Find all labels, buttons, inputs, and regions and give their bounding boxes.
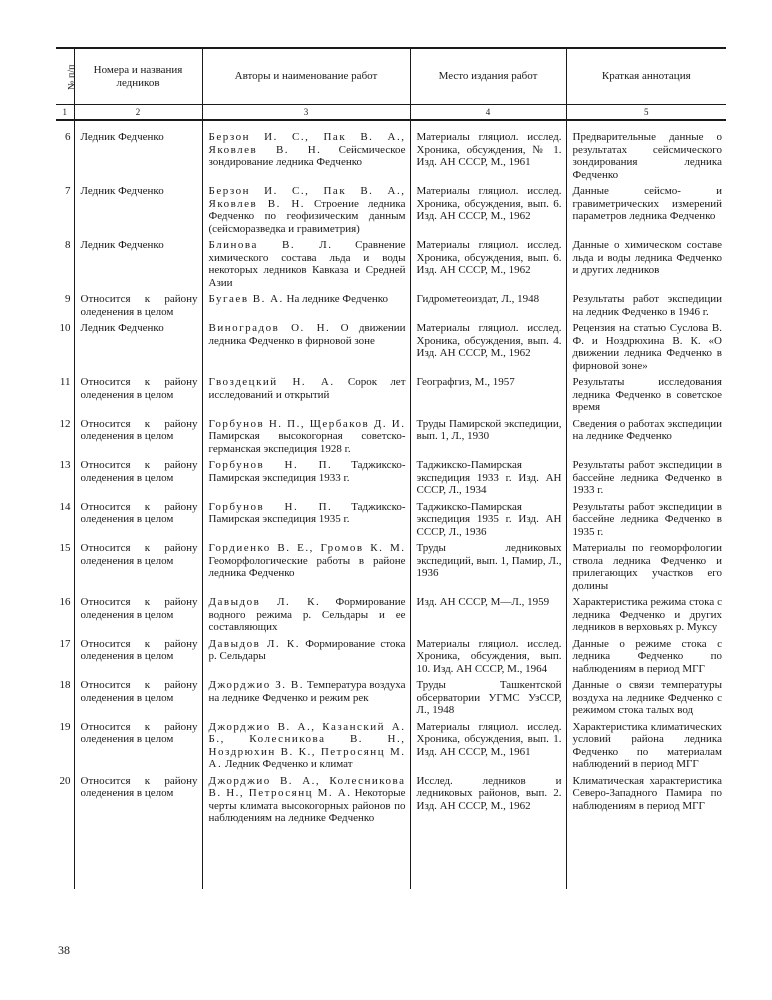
annotation: Сведения о работах экспедиции на леднике Федченко [566, 418, 726, 460]
column-number: 1 [56, 105, 74, 121]
row-number: 6 [65, 131, 71, 143]
work-title: О движении ледника Федченко в фирновой зоне [208, 322, 406, 347]
table-body [56, 120, 726, 889]
row-number: 10 [59, 322, 71, 334]
annotation: Данные о режиме стока с ледника Федченко по наблюдениям в период МГГ [566, 638, 726, 680]
glacier-name: Относится к району оледенения в целом [74, 775, 202, 889]
table-row [56, 501, 726, 543]
publication-place: Материалы гляциол. исслед. Хроника, обсуждения, № 1. Изд. АН СССР, М., 1961 [410, 131, 566, 185]
glacier-name: Относится к району оледенения в целом [74, 501, 202, 543]
table-row [56, 185, 726, 239]
publication-place: Исслед. ледников и ледниковых районов, вып. 2. Изд. АН СССР, М., 1962 [410, 775, 566, 889]
work-title: На леднике Федченко [286, 293, 389, 305]
authors-and-work [202, 322, 410, 376]
authors-and-work [202, 501, 410, 543]
publication-place: Таджикско-Памирская экспедиция 1935 г. Изд. АН СССР, Л., 1936 [410, 501, 566, 543]
authors-and-work [202, 721, 410, 775]
row-number: 18 [59, 679, 71, 691]
publication-place: Таджикско-Памирская экспедиция 1933 г. Изд. АН СССР, Л., 1934 [410, 459, 566, 501]
publication-place: Материалы гляциол. исслед. Хроника, обсуждения, вып. 10. Изд. АН СССР, М., 1964 [410, 638, 566, 680]
table-row [56, 131, 726, 185]
row-number: 14 [59, 500, 71, 513]
authors: Виноградов О. Н. [208, 322, 331, 334]
glacier-name: Относится к району оледенения в целом [74, 638, 202, 680]
publication-place: Труды Ташкентской обсерватории УГМС УзССР, Л., 1948 [410, 679, 566, 721]
page [56, 47, 726, 889]
row-number: 9 [65, 293, 71, 305]
authors: Гордиенко В. Е., Громов К. М. [208, 542, 406, 554]
table-row [56, 542, 726, 596]
glacier-name: Ледник Федченко [74, 322, 202, 376]
page-number: 38 [58, 943, 70, 957]
glacier-name: Относится к району оледенения в целом [74, 596, 202, 638]
row-number: 13 [59, 459, 71, 471]
authors: Горбунов Н. П. [208, 500, 333, 513]
authors: Берзон И. С., Пак В. А., Яковлев В. Н. [208, 185, 406, 210]
authors: Джорджио З. В. [208, 679, 304, 691]
authors: Джорджио В. А., Казанский А. Б., Колесникова В. Н., Ноздрюхин В. К., Петросянц М. А. [208, 720, 406, 770]
authors: Бугаев В. А. [208, 293, 284, 305]
annotation: Материалы по геоморфологии ствола ледника Федченко и прилегающих участков его долины [566, 542, 726, 596]
annotation: Климатическая характеристика Северо-Западного Памира по наблюдениям в период МГГ [566, 775, 726, 889]
authors-and-work [202, 293, 410, 322]
column-number: 2 [74, 105, 202, 121]
work-title: Сейсмическое зондирование ледника Федченко [208, 143, 406, 168]
glacier-name: Ледник Федченко [74, 185, 202, 239]
annotation: Характеристика климатических условий района ледника Федченко по материалам наблюдений в период МГГ [566, 721, 726, 775]
glacier-name: Относится к району оледенения в целом [74, 542, 202, 596]
row-number: 17 [59, 637, 71, 650]
annotation: Рецензия на статью Суслова В. Ф. и Ноздрюхина В. К. «О движении ледника Федченко в фирновой зоне» [566, 322, 726, 376]
annotation: Предварительные данные о результатах сейсмического зондирования ледника Федченко [566, 131, 726, 185]
publication-place: Труды ледниковых экспедиций, вып. 1, Памир, Л., 1936 [410, 542, 566, 596]
glacier-name: Относится к району оледенения в целом [74, 376, 202, 418]
table-row [56, 679, 726, 721]
annotation: Данные сейсмо- и гравиметрических измерений параметров ледника Федченко [566, 185, 726, 239]
publication-place: Материалы гляциол. исслед. Хроника, обсуждения, вып. 4. Изд. АН СССР, М., 1962 [410, 322, 566, 376]
authors-and-work [202, 638, 410, 680]
row-number: 16 [59, 596, 71, 608]
row-number: 12 [59, 417, 71, 430]
header-place: Место издания работ [410, 48, 566, 105]
table-row [56, 239, 726, 293]
annotation: Результаты исследования ледника Федченко в советское время [566, 376, 726, 418]
glacier-name: Относится к району оледенения в целом [74, 459, 202, 501]
header-annotation: Краткая аннотация [566, 48, 726, 105]
work-title: Геоморфологические работы в районе ледника Федченко [208, 554, 406, 579]
table-row [56, 638, 726, 680]
table-row [56, 418, 726, 460]
publication-place: Гидрометеоиздат, Л., 1948 [410, 293, 566, 322]
authors-and-work [202, 185, 410, 239]
work-title: Формирование водного режима р. Сельдары и ее составляющих [208, 596, 406, 633]
publication-place: Географгиз, М., 1957 [410, 376, 566, 418]
annotation: Данные о химическом составе льда и воды ледника Федченко и других ледников [566, 239, 726, 293]
table-row [56, 459, 726, 501]
publication-place: Труды Памирской экспедиции, вып. 1, Л., 1930 [410, 418, 566, 460]
authors: Джорджио В. А., Колесникова В. Н., Петросянц М. А. [208, 774, 406, 799]
table-row [56, 376, 726, 418]
work-title: Строение ледника Федченко по геофизическим данным (сейсморазведка и гравиметрия) [208, 197, 406, 235]
header-glacier: Номера и названия ледников [74, 48, 202, 105]
glacier-name: Относится к району оледенения в целом [74, 418, 202, 460]
row-number: 19 [59, 720, 71, 733]
annotation: Результаты работ экспедиции в бассейне ледника Федченко в 1935 г. [566, 501, 726, 543]
header-authors: Авторы и наименование работ [202, 48, 410, 105]
authors-and-work [202, 418, 410, 460]
glacier-name: Относится к району оледенения в целом [74, 679, 202, 721]
work-title: Таджикско-Памирская экспедиция 1933 г. [208, 459, 406, 484]
glacier-name: Относится к району оледенения в целом [74, 721, 202, 775]
authors: Давыдов Л. К. [208, 637, 300, 650]
table-row [56, 293, 726, 322]
annotation: Результаты работ экспедиции на ледник Федченко в 1946 г. [566, 293, 726, 322]
authors-and-work [202, 376, 410, 418]
header-number: № п/п [56, 48, 74, 105]
work-title: Температура воздуха на леднике Федченко и режим рек [208, 679, 406, 704]
work-title: Формирование стока р. Сельдары [208, 637, 406, 662]
publication-place: Материалы гляциол. исслед. Хроника, обсуждения, вып. 6. Изд. АН СССР, М., 1962 [410, 239, 566, 293]
row-number: 8 [65, 239, 71, 251]
authors: Гвоздецкий Н. А. [208, 376, 335, 388]
row-number: 11 [59, 376, 71, 388]
annotation: Данные о связи температуры воздуха на леднике Федченко с режимом стока талых вод [566, 679, 726, 721]
glacier-name: Ледник Федченко [74, 239, 202, 293]
work-title: Сравнение химического состава льда и воды некоторых ледников Кавказа и Средней Азии [208, 239, 406, 289]
table-row [56, 775, 726, 889]
column-number-row [56, 105, 726, 121]
authors: Берзон И. С., Пак В. А., Яковлев В. Н. [208, 131, 406, 156]
publication-place: Материалы гляциол. исслед. Хроника, обсуждения, вып. 1. Изд. АН СССР, М., 1961 [410, 721, 566, 775]
table-row [56, 596, 726, 638]
authors: Горбунов Н. П., Щербаков Д. И. [208, 417, 406, 430]
column-number: 3 [202, 105, 410, 121]
work-title: Сорок лет исследований и открытий [208, 376, 406, 401]
table-header-row [56, 48, 726, 105]
publication-place: Материалы гляциол. исслед. Хроника, обсуждения, вып. 6. Изд. АН СССР, М., 1962 [410, 185, 566, 239]
row-number: 15 [59, 542, 71, 554]
column-number: 5 [566, 105, 726, 121]
authors: Давыдов Л. К. [208, 596, 321, 608]
authors-and-work [202, 239, 410, 293]
authors-and-work [202, 679, 410, 721]
annotation: Характеристика режима стока с ледника Федченко и других ледников в верховьях р. Муксу [566, 596, 726, 638]
work-title: Некоторые черты климата высокогорных районов по наблюдениям на леднике Федченко [208, 787, 406, 824]
row-number: 20 [59, 774, 71, 787]
authors-and-work [202, 596, 410, 638]
authors-and-work [202, 459, 410, 501]
work-title: Таджикско-Памирская экспедиция 1935 г. [208, 500, 406, 525]
table-row [56, 322, 726, 376]
table-row [56, 721, 726, 775]
annotation: Результаты работ экспедиции в бассейне ледника Федченко в 1933 г. [566, 459, 726, 501]
authors: Горбунов Н. П. [208, 459, 333, 471]
glacier-name: Ледник Федченко [74, 131, 202, 185]
authors-and-work [202, 775, 410, 889]
authors-and-work [202, 131, 410, 185]
authors-and-work [202, 542, 410, 596]
bibliography-table [56, 47, 726, 889]
row-number: 7 [65, 185, 71, 197]
glacier-name: Относится к району оледенения в целом [74, 293, 202, 322]
work-title: Ледник Федченко и климат [224, 758, 353, 770]
work-title: Памирская высокогорная советско-германская экспедиция 1928 г. [208, 430, 406, 455]
publication-place: Изд. АН СССР, М—Л., 1959 [410, 596, 566, 638]
column-number: 4 [410, 105, 566, 121]
authors: Блинова В. Л. [208, 239, 333, 251]
